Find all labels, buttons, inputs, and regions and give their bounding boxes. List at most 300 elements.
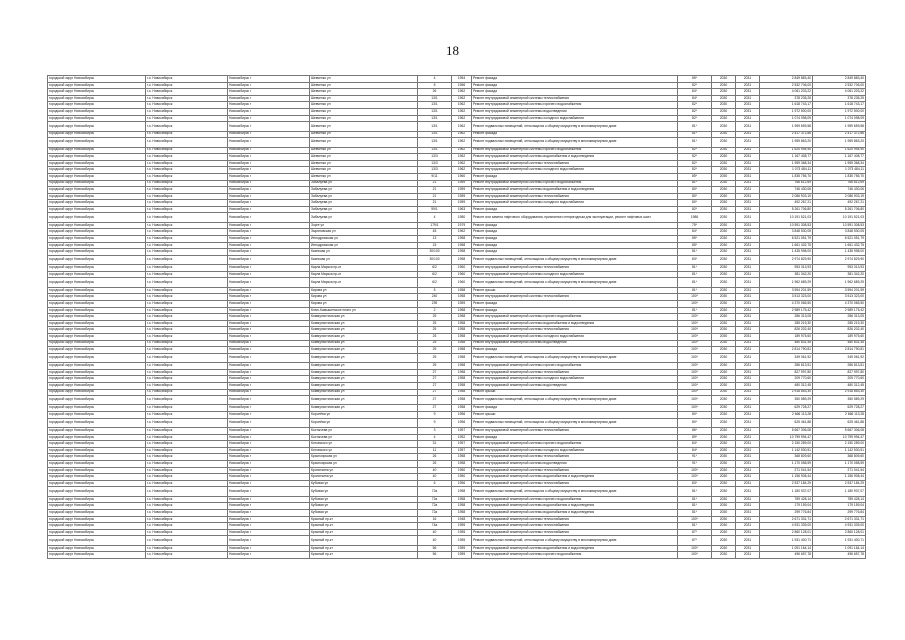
municipality-cell: г.о. Новосибирск <box>146 545 228 552</box>
street-cell: Кубовая ул <box>310 509 418 516</box>
build-year-cell: 1958 <box>452 509 472 516</box>
build-year-cell: 1959 <box>452 193 472 200</box>
build-year-cell: 1959 <box>452 180 472 187</box>
build-year-cell: 1959 <box>452 545 472 552</box>
start-year-cell: 2030 <box>712 340 736 347</box>
street-cell: Карла Маркса пр-кт <box>310 278 418 287</box>
build-year-cell: 1958 <box>452 327 472 334</box>
wear-percent-cell: 84* <box>678 447 712 454</box>
wear-percent-cell: 81* <box>678 249 712 256</box>
start-year-cell: 2030 <box>712 187 736 194</box>
house-number-cell: 15 <box>418 242 452 249</box>
municipality-cell: г.о. Новосибирск <box>146 461 228 468</box>
house-number-cell: 240 <box>418 294 452 301</box>
cost-total-cell: 299 776,84 <box>760 509 813 516</box>
end-year-cell: 2031 <box>736 405 760 412</box>
table-body <box>48 76 866 559</box>
cost-fund-cell: 4 931 339,00 <box>813 523 866 530</box>
end-year-cell: 2031 <box>736 108 760 115</box>
settlement-cell: Новосибирск г <box>228 206 310 213</box>
district-cell: городской округ Новосибирск <box>48 271 146 278</box>
cost-fund-cell: 368 809,60 <box>813 454 866 461</box>
table-row <box>48 382 866 389</box>
wear-percent-cell: 100* <box>678 347 712 354</box>
work-type-cell: Ремонт внутридомовой инженерной системы теплоснабжения <box>472 95 678 102</box>
house-number-cell: 56 <box>418 552 452 559</box>
district-cell: городской округ Новосибирск <box>48 333 146 340</box>
street-cell: Коммунистическая ул <box>310 405 418 412</box>
wear-percent-cell: 85* <box>678 242 712 249</box>
build-year-cell: 1963 <box>452 206 472 213</box>
work-type-cell: Ремонт внутридомовой инженерной системы теплоснабжения <box>472 294 678 301</box>
street-cell: Котовского ул <box>310 447 418 454</box>
build-year-cell: 1980 <box>452 213 472 222</box>
work-type-cell: Ремонт внутридомовой инженерной системы водоснабжения и водоотведения <box>472 474 678 481</box>
settlement-cell: Новосибирск г <box>228 536 310 545</box>
municipality-cell: г.о. Новосибирск <box>146 154 228 161</box>
street-cell: Коммунистическая ул <box>310 363 418 370</box>
start-year-cell: 2030 <box>712 180 736 187</box>
wear-percent-cell: 86* <box>678 428 712 435</box>
cost-fund-cell: 286 813,51 <box>813 363 866 370</box>
wear-percent-cell: 81* <box>678 265 712 272</box>
municipality-cell: г.о. Новосибирск <box>146 131 228 138</box>
municipality-cell: г.о. Новосибирск <box>146 173 228 180</box>
street-cell: Королёва ул <box>310 412 418 419</box>
table-row <box>48 122 866 131</box>
settlement-cell: Новосибирск г <box>228 154 310 161</box>
house-number-cell: 239 <box>418 300 452 307</box>
build-year-cell: 1958 <box>452 454 472 461</box>
work-type-cell: Ремонт фасада <box>472 405 678 412</box>
start-year-cell: 2030 <box>712 509 736 516</box>
house-number-cell: 13/3 <box>418 167 452 174</box>
cost-total-cell: 1 618 743,17 <box>760 102 813 109</box>
municipality-cell: г.о. Новосибирск <box>146 300 228 307</box>
house-number-cell: 26 <box>418 461 452 468</box>
cost-total-cell: 826 202,40 <box>760 327 813 334</box>
cost-total-cell: 10 591 308,53 <box>760 222 813 229</box>
municipality-cell: г.о. Новосибирск <box>146 327 228 334</box>
settlement-cell: Новосибирск г <box>228 474 310 481</box>
cost-fund-cell: 1 618 743,17 <box>813 102 866 109</box>
table-row <box>48 503 866 510</box>
municipality-cell: г.о. Новосибирск <box>146 536 228 545</box>
build-year-cell: 1962 <box>452 147 472 154</box>
street-cell: Забалуева ул <box>310 213 418 222</box>
cost-total-cell: 1 142 530,51 <box>760 447 813 454</box>
table-row <box>48 229 866 236</box>
district-cell: городской округ Новосибирск <box>48 138 146 147</box>
district-cell: городской округ Новосибирск <box>48 509 146 516</box>
wear-percent-cell: 82* <box>678 167 712 174</box>
cost-total-cell: 378 235,25 <box>760 95 813 102</box>
municipality-cell: г.о. Новосибирск <box>146 229 228 236</box>
house-number-cell: 21 <box>418 193 452 200</box>
cost-fund-cell: 1 962 689,29 <box>813 278 866 287</box>
municipality-cell: г.о. Новосибирск <box>146 467 228 474</box>
district-cell: городской округ Новосибирск <box>48 222 146 229</box>
municipality-cell: г.о. Новосибирск <box>146 160 228 167</box>
house-number-cell: 9/11 <box>418 173 452 180</box>
table-row <box>48 487 866 496</box>
settlement-cell: Новосибирск г <box>228 369 310 376</box>
cost-fund-cell: 10 799 994,47 <box>813 434 866 441</box>
district-cell: городской округ Новосибирск <box>48 180 146 187</box>
cost-fund-cell: 2 150 289,00 <box>813 441 866 448</box>
house-number-cell: 9 <box>418 412 452 419</box>
district-cell: городской округ Новосибирск <box>48 340 146 347</box>
cost-total-cell: 1 091 164,14 <box>760 545 813 552</box>
build-year-cell: 1958 <box>452 340 472 347</box>
cost-total-cell: 2 666 113,28 <box>760 412 813 419</box>
cost-fund-cell: 349 061,92 <box>813 353 866 362</box>
build-year-cell: 1958 <box>452 307 472 314</box>
district-cell: городской округ Новосибирск <box>48 441 146 448</box>
start-year-cell: 2030 <box>712 333 736 340</box>
cost-fund-cell: 1 091 164,14 <box>813 545 866 552</box>
start-year-cell: 2030 <box>712 327 736 334</box>
work-type-cell: Ремонт внутридомовой инженерной системы водоотведения <box>472 461 678 468</box>
municipality-cell: г.о. Новосибирск <box>146 503 228 510</box>
work-type-cell: Ремонт внутридомовой инженерной системы водоотведения <box>472 382 678 389</box>
house-number-cell: 45 <box>418 229 452 236</box>
end-year-cell: 2031 <box>736 167 760 174</box>
start-year-cell: 2030 <box>712 131 736 138</box>
settlement-cell: Новосибирск г <box>228 82 310 89</box>
end-year-cell: 2031 <box>736 200 760 207</box>
table-row <box>48 249 866 256</box>
table-row <box>48 428 866 435</box>
district-cell: городской округ Новосибирск <box>48 236 146 243</box>
start-year-cell: 2030 <box>712 405 736 412</box>
end-year-cell: 2031 <box>736 320 760 327</box>
municipality-cell: г.о. Новосибирск <box>146 222 228 229</box>
cost-total-cell: 480 312,45 <box>760 382 813 389</box>
municipality-cell: г.о. Новосибирск <box>146 487 228 496</box>
settlement-cell: Новосибирск г <box>228 76 310 83</box>
cost-fund-cell: 10 191 521,03 <box>813 213 866 222</box>
cost-total-cell: 10 799 994,47 <box>760 434 813 441</box>
house-number-cell: 6/2 <box>418 271 452 278</box>
work-type-cell: Ремонт внутридомовой инженерной системы теплоснабжения <box>472 529 678 536</box>
end-year-cell: 2031 <box>736 418 760 427</box>
street-cell: Коммунистическая ул <box>310 320 418 327</box>
settlement-cell: Новосибирск г <box>228 320 310 327</box>
settlement-cell: Новосибирск г <box>228 503 310 510</box>
table-row <box>48 314 866 321</box>
table-row <box>48 333 866 340</box>
build-year-cell: 1962 <box>452 160 472 167</box>
cost-fund-cell: 766 612,69 <box>813 180 866 187</box>
street-cell: Шевченко ул <box>310 108 418 115</box>
house-number-cell: 6 <box>418 480 452 487</box>
build-year-cell: 1957 <box>452 447 472 454</box>
street-cell: Кирова ул <box>310 300 418 307</box>
district-cell: городской округ Новосибирск <box>48 428 146 435</box>
end-year-cell: 2031 <box>736 389 760 396</box>
district-cell: городской округ Новосибирск <box>48 536 146 545</box>
wear-percent-cell: 80* <box>678 412 712 419</box>
work-type-cell: Ремонт внутридомовой инженерной системы холодного водоснабжения <box>472 115 678 122</box>
settlement-cell: Новосибирск г <box>228 122 310 131</box>
settlement-cell: Новосибирск г <box>228 382 310 389</box>
table-row <box>48 213 866 222</box>
settlement-cell: Новосибирск г <box>228 287 310 294</box>
cost-total-cell: 953 313,93 <box>760 265 813 272</box>
house-number-cell: 30/100 <box>418 255 452 264</box>
municipality-cell: г.о. Новосибирск <box>146 249 228 256</box>
start-year-cell: 2030 <box>712 206 736 213</box>
district-cell: городской округ Новосибирск <box>48 167 146 174</box>
wear-percent-cell: 84* <box>678 229 712 236</box>
work-type-cell: Ремонт внутридомовой инженерной системы теплоснабжения <box>472 480 678 487</box>
wear-percent-cell: 81* <box>678 503 712 510</box>
work-type-cell: Ремонт или замена лифтового оборудования, признанного непригодным для эксплуатации, ремонт лифтовых шахт <box>472 213 678 222</box>
street-cell: Шевченко ул <box>310 76 418 83</box>
build-year-cell: 1956 <box>452 412 472 419</box>
build-year-cell: 1962 <box>452 89 472 96</box>
settlement-cell: Новосибирск г <box>228 200 310 207</box>
settlement-cell: Новосибирск г <box>228 389 310 396</box>
street-cell: Коммунистическая ул <box>310 389 418 396</box>
build-year-cell: 1955 <box>452 529 472 536</box>
district-cell: городской округ Новосибирск <box>48 320 146 327</box>
start-year-cell: 2030 <box>712 428 736 435</box>
table-row <box>48 552 866 559</box>
end-year-cell: 2031 <box>736 229 760 236</box>
cost-total-cell: 3 594 201,59 <box>760 287 813 294</box>
build-year-cell: 1958 <box>452 294 472 301</box>
house-number-cell: 27 <box>418 369 452 376</box>
start-year-cell: 2030 <box>712 536 736 545</box>
cost-total-cell: 2 860 128,01 <box>760 529 813 536</box>
street-cell: Кубовая ул <box>310 503 418 510</box>
municipality-cell: г.о. Новосибирск <box>146 255 228 264</box>
district-cell: городской округ Новосибирск <box>48 353 146 362</box>
start-year-cell: 2030 <box>712 434 736 441</box>
work-type-cell: Ремонт внутридомовой инженерной системы водоснабжения и водоотведения <box>472 545 678 552</box>
cost-total-cell: 1 180 937,07 <box>760 487 813 496</box>
wear-percent-cell: 81* <box>678 509 712 516</box>
table-row <box>48 287 866 294</box>
municipality-cell: г.о. Новосибирск <box>146 278 228 287</box>
start-year-cell: 2030 <box>712 412 736 419</box>
build-year-cell: 1952 <box>452 434 472 441</box>
cost-fund-cell: 2 860 128,01 <box>813 529 866 536</box>
house-number-cell: 25 <box>418 363 452 370</box>
cost-fund-cell: 1 931 400,71 <box>813 536 866 545</box>
build-year-cell: 1958 <box>452 396 472 405</box>
table-row <box>48 307 866 314</box>
build-year-cell: 1958 <box>452 382 472 389</box>
municipality-cell: г.о. Новосибирск <box>146 405 228 412</box>
district-cell: городской округ Новосибирск <box>48 287 146 294</box>
municipality-cell: г.о. Новосибирск <box>146 376 228 383</box>
wear-percent-cell: 81* <box>678 307 712 314</box>
end-year-cell: 2031 <box>736 461 760 468</box>
house-number-cell: 26 <box>418 454 452 461</box>
settlement-cell: Новосибирск г <box>228 242 310 249</box>
house-number-cell: 179/1 <box>418 222 452 229</box>
end-year-cell: 2031 <box>736 333 760 340</box>
end-year-cell: 2031 <box>736 441 760 448</box>
work-type-cell: Ремонт подвальных помещений, относящихся к общему имуществу в многоквартирном доме <box>472 353 678 362</box>
table-row <box>48 89 866 96</box>
municipality-cell: г.о. Новосибирск <box>146 271 228 278</box>
table-row <box>48 441 866 448</box>
house-number-cell: 74а <box>418 523 452 530</box>
build-year-cell: 1958 <box>452 363 472 370</box>
district-cell: городской округ Новосибирск <box>48 108 146 115</box>
start-year-cell: 2030 <box>712 76 736 83</box>
district-cell: городской округ Новосибирск <box>48 278 146 287</box>
end-year-cell: 2031 <box>736 480 760 487</box>
cost-fund-cell: 1 074 098,09 <box>813 115 866 122</box>
street-cell: Забалуева ул <box>310 206 418 213</box>
municipality-cell: г.о. Новосибирск <box>146 447 228 454</box>
district-cell: городской округ Новосибирск <box>48 474 146 481</box>
street-cell: Коммунистическая ул <box>310 376 418 383</box>
cost-total-cell: 629 728,27 <box>760 405 813 412</box>
settlement-cell: Новосибирск г <box>228 102 310 109</box>
work-type-cell: Ремонт внутридомовой инженерной системы горячего водоснабжения <box>472 180 678 187</box>
cost-fund-cell: 1 435 998,00 <box>813 249 866 256</box>
municipality-cell: г.о. Новосибирск <box>146 474 228 481</box>
house-number-cell: 5 <box>418 287 452 294</box>
work-type-cell: Ремонт подвальных помещений, относящихся к общему имуществу в многоквартирном доме <box>472 418 678 427</box>
start-year-cell: 2030 <box>712 487 736 496</box>
wear-percent-cell: 100* <box>678 382 712 389</box>
start-year-cell: 2030 <box>712 95 736 102</box>
street-cell: Коммунистическая ул <box>310 340 418 347</box>
wear-percent-cell: 100* <box>678 545 712 552</box>
work-type-cell: Ремонт внутридомовой инженерной системы теплоснабжения <box>472 193 678 200</box>
cost-total-cell: 2 814 790,81 <box>760 347 813 354</box>
house-number-cell: 27 <box>418 389 452 396</box>
build-year-cell: 1962 <box>452 122 472 131</box>
build-year-cell: 1950 <box>452 467 472 474</box>
end-year-cell: 2031 <box>736 487 760 496</box>
build-year-cell: 1958 <box>452 255 472 264</box>
municipality-cell: г.о. Новосибирск <box>146 95 228 102</box>
build-year-cell: 1962 <box>452 115 472 122</box>
end-year-cell: 2031 <box>736 474 760 481</box>
start-year-cell: 2030 <box>712 147 736 154</box>
wear-percent-cell: 100* <box>678 314 712 321</box>
house-number-cell: 25 <box>418 340 452 347</box>
work-type-cell: Ремонт фасада <box>472 300 678 307</box>
street-cell: Шевченко ул <box>310 122 418 131</box>
wear-percent-cell: 81* <box>678 180 712 187</box>
table-row <box>48 536 866 545</box>
street-cell: Красноярская ул <box>310 461 418 468</box>
cost-fund-cell: 1 142 530,51 <box>813 447 866 454</box>
build-year-cell: 1958 <box>452 369 472 376</box>
table-row <box>48 496 866 503</box>
street-cell: Шевченко ул <box>310 160 418 167</box>
build-year-cell: 1954 <box>452 76 472 83</box>
municipality-cell: г.о. Новосибирск <box>146 236 228 243</box>
work-type-cell: Ремонт фасада <box>472 222 678 229</box>
house-number-cell: 13/1 <box>418 115 452 122</box>
cost-total-cell: 10 191 521,03 <box>760 213 813 222</box>
street-cell: Карла Маркса пр-кт <box>310 265 418 272</box>
cost-total-cell: 492 267,21 <box>760 200 813 207</box>
cost-total-cell: 2 918 853,30 <box>760 389 813 396</box>
district-cell: городской округ Новосибирск <box>48 89 146 96</box>
start-year-cell: 2030 <box>712 396 736 405</box>
end-year-cell: 2031 <box>736 536 760 545</box>
municipality-cell: г.о. Новосибирск <box>146 509 228 516</box>
table-row <box>48 516 866 523</box>
settlement-cell: Новосибирск г <box>228 138 310 147</box>
wear-percent-cell: 100* <box>678 552 712 559</box>
district-cell: городской округ Новосибирск <box>48 265 146 272</box>
start-year-cell: 2030 <box>712 108 736 115</box>
house-number-cell: 4 <box>418 213 452 222</box>
table-row <box>48 461 866 468</box>
settlement-cell: Новосибирск г <box>228 545 310 552</box>
cost-fund-cell: 285 219,30 <box>813 320 866 327</box>
cost-fund-cell: 746 430,06 <box>813 187 866 194</box>
district-cell: городской округ Новосибирск <box>48 389 146 396</box>
work-type-cell: Ремонт фасада <box>472 229 678 236</box>
municipality-cell: г.о. Новосибирск <box>146 333 228 340</box>
wear-percent-cell: 100* <box>678 327 712 334</box>
work-type-cell: Ремонт фасада <box>472 82 678 89</box>
wear-percent-cell: 84* <box>678 89 712 96</box>
street-cell: Забалуева ул <box>310 187 418 194</box>
wear-percent-cell: 82* <box>678 82 712 89</box>
house-number-cell: 72а <box>418 503 452 510</box>
start-year-cell: 2030 <box>712 222 736 229</box>
cost-fund-cell: 4 061 203,22 <box>813 89 866 96</box>
cost-fund-cell: 5 667 306,08 <box>813 428 866 435</box>
street-cell: Коммунистическая ул <box>310 333 418 340</box>
work-type-cell: Ремонт подвальных помещений, относящихся к общему имуществу в многоквартирном доме <box>472 122 678 131</box>
build-year-cell: 1957 <box>452 441 472 448</box>
street-cell: Шевченко ул <box>310 89 418 96</box>
end-year-cell: 2031 <box>736 95 760 102</box>
table-row <box>48 180 866 187</box>
cost-total-cell: 2 417 372,86 <box>760 131 813 138</box>
cost-fund-cell: 1 972 500,00 <box>813 108 866 115</box>
cost-total-cell: 189 975,60 <box>760 333 813 340</box>
street-cell: Коммунистическая ул <box>310 353 418 362</box>
settlement-cell: Новосибирск г <box>228 552 310 559</box>
wear-percent-cell: 80* <box>678 418 712 427</box>
municipality-cell: г.о. Новосибирск <box>146 180 228 187</box>
start-year-cell: 2030 <box>712 418 736 427</box>
table-row <box>48 200 866 207</box>
end-year-cell: 2031 <box>736 545 760 552</box>
wear-percent-cell: 81* <box>678 131 712 138</box>
district-cell: городской округ Новосибирск <box>48 154 146 161</box>
street-cell: Шевченко ул <box>310 82 418 89</box>
work-type-cell: Ремонт внутридомовой инженерной системы горячего водоснабжения <box>472 441 678 448</box>
district-cell: городской округ Новосибирск <box>48 461 146 468</box>
municipality-cell: г.о. Новосибирск <box>146 193 228 200</box>
cost-fund-cell: 179 159,04 <box>813 503 866 510</box>
house-number-cell: 16 <box>418 516 452 523</box>
end-year-cell: 2031 <box>736 180 760 187</box>
end-year-cell: 2031 <box>736 314 760 321</box>
settlement-cell: Новосибирск г <box>228 347 310 354</box>
work-type-cell: Ремонт внутридомовой инженерной системы горячего водоснабжения <box>472 147 678 154</box>
table-row <box>48 376 866 383</box>
build-year-cell: 1958 <box>452 353 472 362</box>
